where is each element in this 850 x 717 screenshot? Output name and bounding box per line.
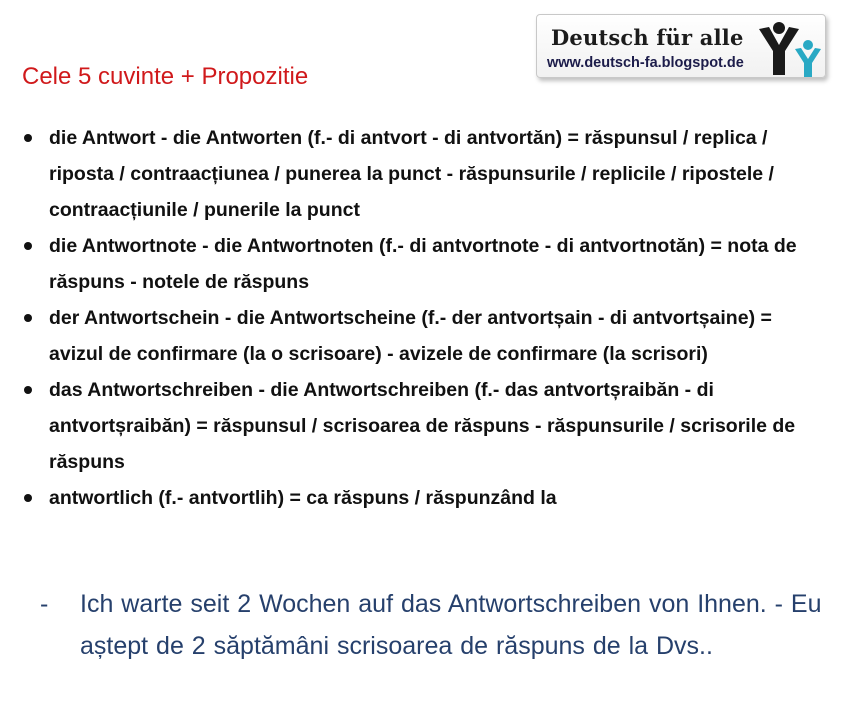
vocabulary-list (0, 120, 850, 516)
list-item (0, 120, 850, 228)
example-text: Ich warte seit 2 Wochen auf das Antwortschreiben von Ihnen. - Eu aștept de 2 săptămâni scrisoarea de răspuns de la Dvs.. (80, 590, 822, 660)
list-item (0, 372, 850, 480)
entry-text: die Antwortnote - die Antwortnoten (f.- di antvortnote - di antvortnotăn) = nota de răspuns - notele de răspuns (49, 235, 797, 293)
blog-logo-banner[interactable] (536, 14, 826, 78)
list-item (0, 300, 850, 372)
bullet-icon (24, 494, 32, 502)
bullet-icon (24, 134, 32, 142)
example-dash: - (40, 590, 49, 618)
list-item (0, 480, 850, 516)
entry-text: das Antwortschreiben - die Antwortschreiben (f.- das antvortșraibăn - di antvortșraibăn) = răspunsul / scrisoarea de răspuns - răspunsurile / scrisorile de răspuns (49, 379, 796, 473)
entry-text: der Antwortschein - die Antwortscheine (f.- der antvortșain - di antvortșaine) = avizul de confirmare (la o scrisoare) - avizele de confirmare (la scrisori) (49, 307, 772, 365)
list-item (0, 228, 850, 300)
logo-url: www.deutsch-fa.blogspot.de (547, 55, 744, 71)
entry-text: die Antwort - die Antworten (f.- di antvort - di antvortăn) = răspunsul / replica / riposta / contraacțiunea / punerea la punct - răspunsurile / replicile / ripostele / contraacțiunile / punerile la punct (49, 127, 774, 221)
bullet-icon (24, 314, 32, 322)
logo-title: Deutsch für alle (551, 25, 744, 50)
people-figures-icon (745, 19, 825, 77)
bullet-icon (24, 242, 32, 250)
page-title: Cele 5 cuvinte + Propozitie (22, 63, 309, 90)
bullet-icon (24, 386, 32, 394)
entry-text: antwortlich (f.- antvortlih) = ca răspuns / răspunzând la (49, 487, 557, 509)
